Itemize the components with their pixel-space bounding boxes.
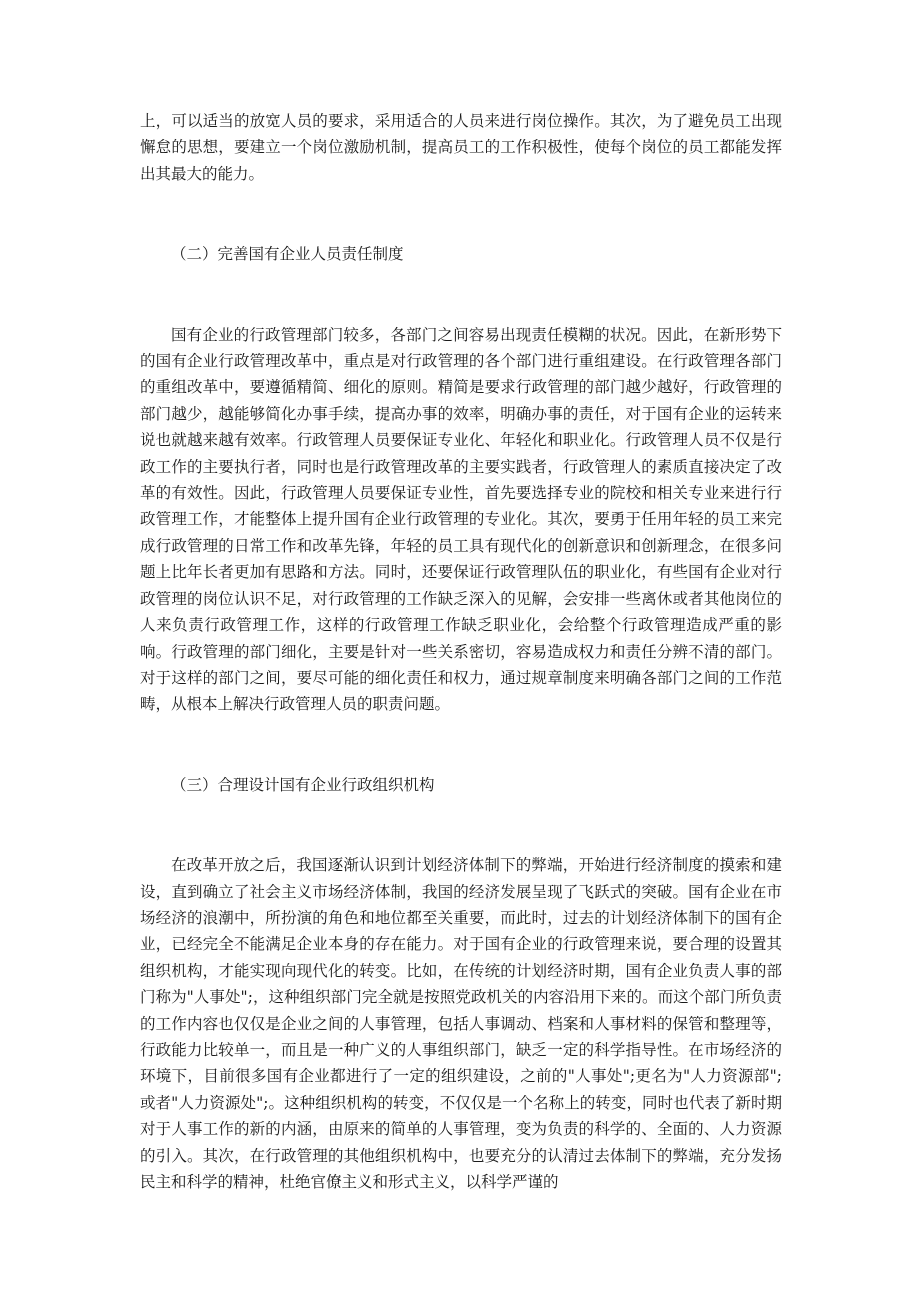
section-heading-2: （二）完善国有企业人员责任制度 (171, 245, 404, 264)
body-paragraph-2: 国有企业的行政管理部门较多，各部门之间容易出现责任模糊的状况。因此，在新形势下的国有企业行政管理改革中，重点是对行政管理的各个部门进行重组建设。在行政管理各部门的重组改革中，要遵循精简、细化的原则。精简是要求行政管理的部门越少越好，行政管理的部门越少，越能够简化办事手续，提高办事的效率，明确办事的责任，对于国有企业的运转来说也就越来越有效率。行政管理人员要保证专业化、年轻化和职业化。行政管理人员不仅是行政工作的主要执行者，同时也是行政管理改革的主要实践者，行政管理人的素质直接决定了改革的有效性。因此，行政管理人员要保证专业性，首先要选择专业的院校和相关专业来进行行政管理工作，才能整体上提升国有企业行政管理的专业化。其次，要勇于任用年轻的员工来完成行政管理的日常工作和改革先锋，年轻的员工具有现代化的创新意识和创新理念，在很多问题上比年长者更加有思路和方法。同时，还要保证行政管理队伍的职业化，有些国有企业对行政管理的岗位认识不足，对行政管理的工作缺乏深入的见解，会安排一些离休或者其他岗位的人来负责行政管理工作，这样的行政管理工作缺乏职业化，会给整个行政管理造成严重的影响。行政管理的部门细化，主要是针对一些关系密切，容易造成权力和责任分辨不清的部门。对于这样的部门之间，要尽可能的细化责任和权力，通过规章制度来明确各部门之间的工作范畴，从根本上解决行政管理人员的职责问题。 (140, 325, 782, 714)
section-heading-3: （三）合理设计国有企业行政组织机构 (171, 775, 435, 794)
body-paragraph-1: 上，可以适当的放宽人员的要求，采用适合的人员来进行岗位操作。其次，为了避免员工出现懈怠的思想，要建立一个岗位激励机制，提高员工的工作积极性，使每个岗位的员工都能发挥出其最大的能力。 (140, 112, 782, 183)
document-page (140, 108, 782, 1195)
body-paragraph-3: 在改革开放之后，我国逐渐认识到计划经济体制下的弊端，开始进行经济制度的摸索和建设，直到确立了社会主义市场经济体制，我国的经济发展呈现了飞跃式的突破。国有企业在市场经济的浪潮中，所扮演的角色和地位都至关重要，而此时，过去的计划经济体制下的国有企业，已经完全不能满足企业本身的存在能力。对于国有企业的行政管理来说，要合理的设置其组织机构，才能实现向现代化的转变。比如，在传统的计划经济时期，国有企业负责人事的部门称为"人事处";，这种组织部门完全就是按照党政机关的内容沿用下来的。而这个部门所负责的工作内容也仅仅是企业之间的人事管理，包括人事调动、档案和人事材料的保管和整理等，行政能力比较单一，而且是一种广义的人事组织部门，缺乏一定的科学指导性。在市场经济的环境下，目前很多国有企业都进行了一定的组织建设，之前的"人事处";更名为"人力资源部";或者"人力资源处";。这种组织机构的转变，不仅仅是一个名称上的转变，同时也代表了新时期对于人事工作的新的内涵，由原来的简单的人事管理，变为负责的科学的、全面的、人力资源的引入。其次，在行政管理的其他组织机构中，也要充分的认清过去体制下的弊端，充分发扬民主和科学的精神，杜绝官僚主义和形式主义，以科学严谨的 (140, 856, 782, 1191)
